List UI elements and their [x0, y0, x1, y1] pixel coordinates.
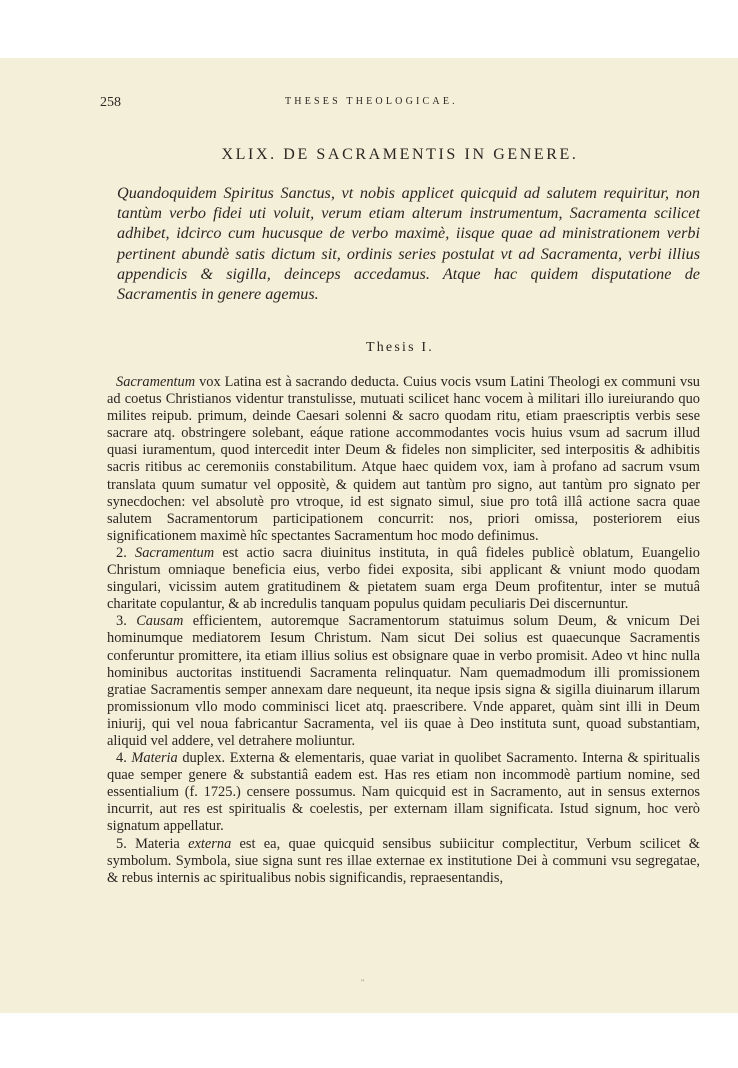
- paragraph-number: 3.: [116, 613, 127, 630]
- paragraph-number: 2.: [116, 544, 127, 561]
- paragraph-lead: externa: [188, 835, 232, 852]
- book-page: [0, 58, 738, 1013]
- paragraph-lead-plain: Materia: [135, 835, 189, 852]
- thesis-body: [107, 374, 700, 887]
- footer-mark: ": [361, 978, 365, 987]
- paragraph-1: [107, 374, 700, 545]
- section-title: XLIX. DE SACRAMENTIS IN GENERE.: [221, 146, 579, 163]
- thesis-title: Thesis I.: [365, 340, 434, 355]
- paragraph-text: est actio sacra diuinitus instituta, in quâ fideles publicè oblatum, Euangelio Christum omniaque beneficia eius, verbo fidei exposita, sibi applicant & vniunt modo quodam singulari, vicissim autem gratitudinem & pietatem suam erga Deum profitentur, inter se mutuâ charitate copulantur, & ab incredulis tanquam populus quidam peculiaris Dei discernuntur.: [107, 544, 700, 613]
- paragraph-lead: Sacramentum: [135, 544, 215, 561]
- paragraph-lead: Materia: [131, 750, 178, 767]
- paragraph-number: 5.: [116, 835, 127, 852]
- page-header: [100, 95, 700, 111]
- paragraph-5: [107, 836, 700, 887]
- paragraph-text: est ea, quae quicquid sensibus subiicitur complectitur, Verbum scilicet & symbolum. Symbola, siue signa sunt res illae externae ex institutione Dei à communi vsu segregatae, & rebus internis ac spiritualibus nobis significandis, repraesentandis,: [107, 835, 700, 886]
- paragraph-lead: Sacramentum: [116, 374, 196, 390]
- paragraph-4: [107, 750, 700, 835]
- paragraph-number: 4.: [116, 750, 127, 767]
- paragraph-3: [107, 613, 700, 750]
- paragraph-text: efficientem, autoremque Sacramentorum statuimus solum Deum, & vnicum Dei hominumque mediatorem Iesum Christum. Nam sicut Dei solius est quaecunque Sacramentis conferuntur promittere, ita etiam illius solius est obsignare quae in verbo promisit. Adeo vt hinc nulla hominibus auctoritas instituendi Sacramenta relinquatur. Nam quemadmodum illi promissionem gratiae Sacramentis semper annexam dare nequeunt, ita neque ipsis signa & sigilla diuinarum illarum promissionum vllo modo comminisci licet atq. praescribere. Vnde apparet, quàm sint illi in Deum iniurij, qui vel noua fabricantur Sacramenta, vel iis quae à Deo instituta sunt, quoad substantiam, aliquid vel addere, vel detrahere moliuntur.: [107, 613, 700, 749]
- running-head: THESES THEOLOGICAE.: [285, 96, 458, 107]
- paragraph-2: [107, 545, 700, 613]
- page-number: 258: [100, 95, 121, 110]
- paragraph-text: duplex. Externa & elementaris, quae variat in quolibet Sacramento. Interna & spiritualis quae semper genere & substantiâ eadem est. Has res etiam non incommodè partium nomine, sed essentialium (f. 1725.) censere possumus. Nam quicquid est in Sacramento, aut in sensus externos incurrit, aut res est spiritualis & coelestis, per externam illam significata. Istud signum, hoc verò signatum appellatur.: [107, 750, 700, 835]
- paragraph-text: vox Latina est à sacrando deducta. Cuius vocis vsum Latini Theologi ex communi vsu ad coetus Christianos videntur transtulisse, mutuati scilicet hanc vocem à militari illo iureiurando quo milites reipub. primum, deinde Caesari solenni & sacro quodam ritu, etiam praescriptis verbis sese sacrare atq. obstringere solebant, eáque ratione accommodantes vocis huius vsum ad sacrum illud quasi iuramentum, quod intercedit inter Deum & fideles non simpliciter, sed interpositis & adhibitis sacris ritibus ac ceremoniis constabilitum. Atque haec quidem vox, iam à profano ad sacrum vsum translata quum sumatur vel oppositè, & quidem aut tantùm pro signo, aut tantùm pro signato per synecdochen: vel absolutè pro vtroque, id est signato simul, siue pro totâ illâ actione sacra quae salutem Sacramentorum participationem concurrit: nos, priori omissa, posteriorem eius significationem maximè hîc spectantes Sacramentum hoc modo definimus.: [107, 374, 700, 544]
- paragraph-lead: Causam: [136, 613, 184, 630]
- intro-paragraph: Quandoquidem Spiritus Sanctus, vt nobis applicet quicquid ad salutem requiritur, non tantùm verbo fidei uti voluit, verum etiam alterum instrumentum, Sacramenta scilicet adhibet, idcirco cum hucusque de verbo maximè, iisque quae ad ministrationem verbi pertinent abundè satis dictum sit, ordinis series postulat vt ad Sacramenta, verbi illius appendicis & sigilla, deinceps accedamus. Atque hac quidem disputatione de Sacramentis in genere agemus.: [117, 184, 700, 304]
